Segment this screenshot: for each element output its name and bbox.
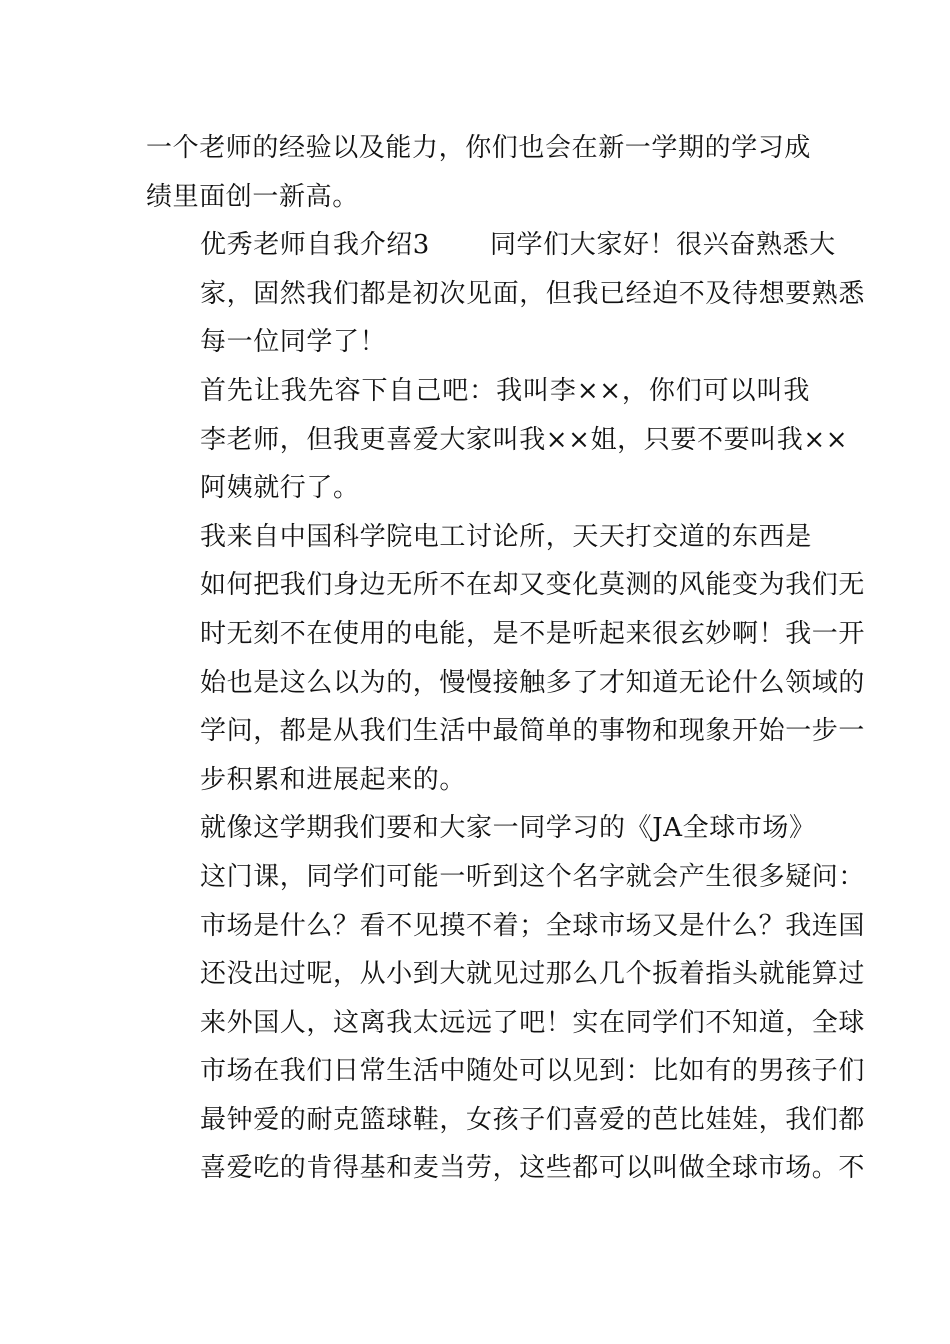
- text-line: 市场是什么？看不见摸不着；全球市场又是什么？我连国: [200, 910, 866, 941]
- text-line: 时无刻不在使用的电能，是不是听起来很玄妙啊！我一开: [200, 618, 866, 649]
- text-line: 步积累和进展起来的。: [200, 764, 467, 795]
- text-line: 始也是这么以为的，慢慢接触多了才知道无论什么领域的: [200, 667, 866, 698]
- paragraph-5: [146, 804, 866, 1193]
- text-line: [146, 221, 836, 270]
- text-line: 就像这学期我们要和大家一同学习的《JA全球市场》: [200, 813, 816, 844]
- text-line: 李老师，但我更喜爱大家叫我××姐，只要不要叫我××: [200, 424, 849, 455]
- text-fragment: 同学们大家好！很兴奋熟悉大: [489, 230, 836, 261]
- text-line: 一个老师的经验以及能力，你们也会在新一学期的学习成: [146, 133, 812, 163]
- text-line: 如何把我们身边无所不在却又变化莫测的风能变为我们无: [200, 570, 866, 601]
- text-line: 最钟爱的耐克篮球鞋，女孩子们喜爱的芭比娃娃，我们都: [200, 1104, 866, 1135]
- paragraph-1: [146, 124, 810, 221]
- document-body: [146, 124, 866, 1193]
- text-line: 学问，都是从我们生活中最简单的事物和现象开始一步一: [200, 716, 866, 747]
- text-line: 首先让我先容下自己吧：我叫李××，你们可以叫我: [200, 375, 810, 406]
- text-line: 喜爱吃的肯得基和麦当劳，这些都可以叫做全球市场。不: [200, 1153, 866, 1184]
- text-line: 家，固然我们都是初次见面，但我已经迫不及待想要熟悉: [200, 278, 866, 309]
- text-line: 我来自中国科学院电工讨论所，天天打交道的东西是: [200, 521, 812, 552]
- section-heading: 优秀老师自我介绍3: [200, 230, 430, 261]
- text-line: 来外国人，这离我太远远了吧！实在同学们不知道，全球: [200, 1007, 866, 1038]
- paragraph-2: [146, 221, 866, 367]
- text-line: 阿姨就行了。: [200, 473, 360, 504]
- text-line: 还没出过呢，从小到大就见过那么几个扳着指头就能算过: [200, 959, 866, 990]
- text-line: 绩里面创一新高。: [146, 181, 359, 212]
- text-line: 这门课，同学们可能一听到这个名字就会产生很多疑问：: [200, 861, 866, 892]
- text-line: 每一位同学了！: [200, 327, 387, 358]
- paragraph-3: [146, 367, 849, 513]
- text-line: 市场在我们日常生活中随处可以见到：比如有的男孩子们: [200, 1056, 866, 1087]
- paragraph-4: [146, 513, 866, 805]
